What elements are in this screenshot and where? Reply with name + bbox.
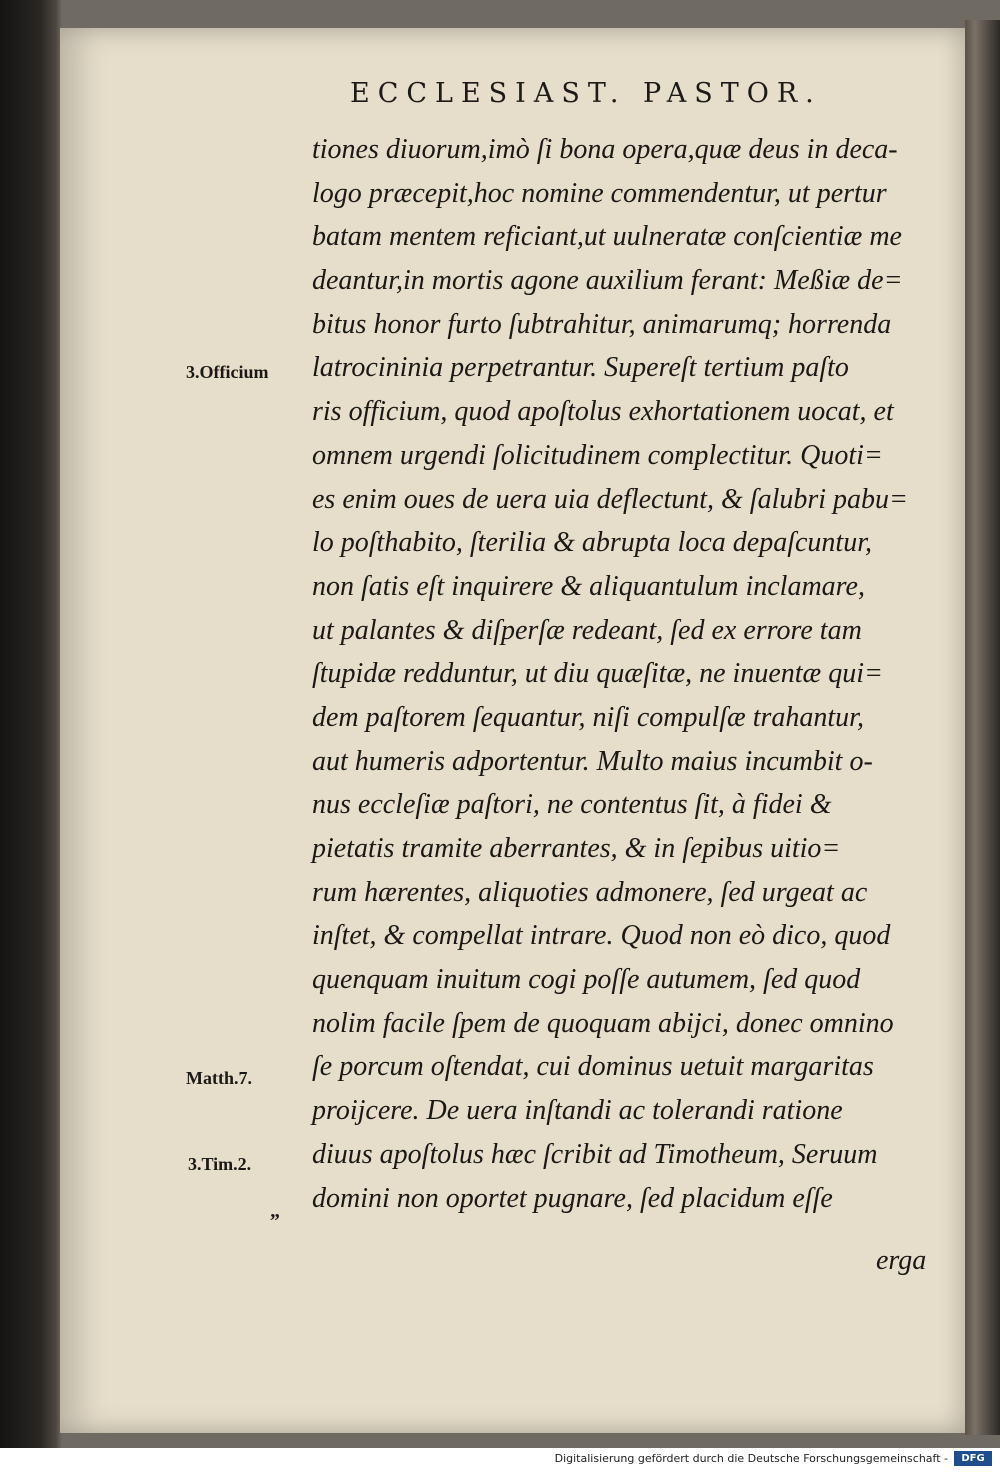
marginal-note-officium: 3.Officium (186, 362, 269, 382)
marginal-quote-mark: „ (270, 1200, 280, 1222)
text-line: tiones diuorum,imò ſi bona opera,quæ deus in deca- (312, 134, 898, 165)
body-text (312, 128, 952, 1220)
text-line: ut palantes & diſperſæ redeant, ſed ex errore tam (312, 614, 862, 646)
running-head: ECCLESIAST. PASTOR. (350, 78, 822, 109)
text-line: inſtet, & compellat intrare. Quod non eò dico, quod (312, 920, 891, 952)
text-line: nolim facile ſpem de quoquam abijci, donec omnino (312, 1007, 894, 1039)
catchword: erga (876, 1245, 927, 1276)
text-line: non ſatis eſt inquirere & aliquantulum inclamare, (312, 570, 865, 602)
text-line: ris officium, quod apoſtolus exhortationem uocat, et (312, 396, 894, 428)
text-line: diuus apoſtolus hæc ſcribit ad Timotheum, Seruum (312, 1138, 878, 1170)
text-line: proijcere. De uera inſtandi ac tolerandi ratione (312, 1095, 843, 1127)
text-line: deantur,in mortis agone auxilium ferant: Meßiæ de= (312, 265, 903, 297)
text-line: bitus honor furto ſubtrahitur, animarumq; horrenda (312, 308, 892, 340)
text-line: rum hærentes, aliquoties admonere, ſed urgeat ac (312, 876, 868, 908)
marginal-note-tim: 3.Tim.2. (188, 1154, 252, 1174)
text-line: nus eccleſiæ paſtori, ne contentus ſit, à fidei & (312, 789, 832, 821)
text-line: pietatis tramite aberrantes, & in ſepibus uitio= (312, 833, 841, 864)
text-line: dem paſtorem ſequantur, niſi compulſæ trahantur, (312, 701, 864, 733)
text-line: logo præcepit,hoc nomine commendentur, ut pertur (312, 177, 887, 209)
text-line: quenquam inuitum cogi poſſe autumem, ſed quod (312, 964, 861, 996)
text-line: batam mentem reficiant,ut uulneratæ conſcientiæ me (312, 221, 902, 253)
text-line: lo poſthabito, ſterilia & abrupta loca depaſcuntur, (312, 527, 872, 559)
dfg-logo[interactable]: DFG (954, 1451, 992, 1466)
text-line: ſe porcum oſtendat, cui dominus uetuit margaritas (312, 1051, 874, 1083)
text-line: es enim oues de uera uia deflectunt, & ſalubri pabu= (312, 483, 908, 515)
text-line: aut humeris adportentur. Multo maius incumbit o- (312, 745, 873, 777)
marginal-note-matth: Matth.7. (186, 1068, 252, 1088)
text-line: latrocininia perpetrantur. Supereſt tertium paſto (312, 352, 849, 384)
page-edge (965, 20, 1000, 1435)
text-line: omnem urgendi ſolicitudinem complectitur. Quoti= (312, 439, 883, 471)
text-line: domini non oportet pugnare, ſed placidum eſſe (312, 1182, 833, 1214)
footer-credit: Digitalisierung gefördert durch die Deutsche Forschungsgemeinschaft - (554, 1452, 948, 1465)
text-line: ſtupidæ redduntur, ut diu quæſitæ, ne inuentæ qui= (312, 658, 883, 690)
